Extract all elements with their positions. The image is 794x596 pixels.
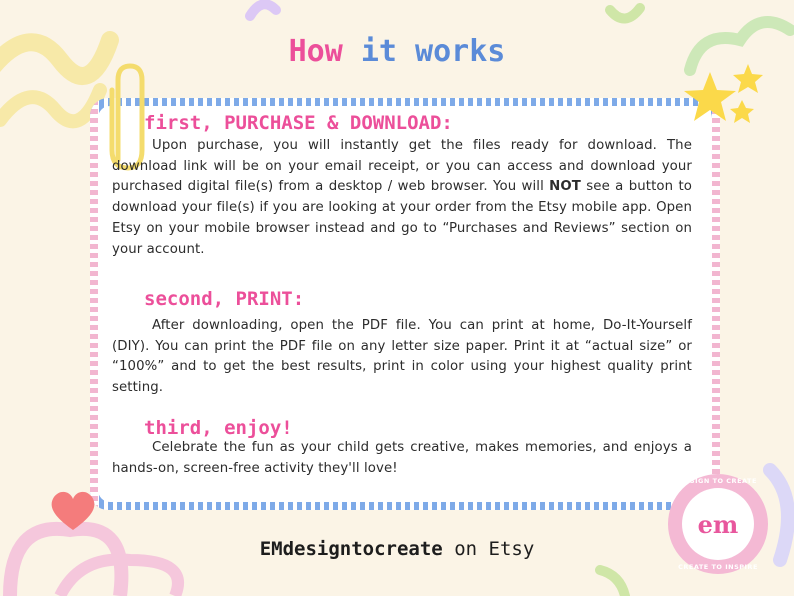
logo-inner-circle — [682, 488, 754, 560]
brand-logo — [668, 474, 768, 574]
section-text-enjoy — [112, 438, 692, 479]
section-text-print — [112, 316, 692, 399]
title-word-it-works: it works — [360, 34, 506, 69]
logo-bottom-text: CREATE TO INSPIRE — [678, 563, 758, 571]
section-heading-purchase: first, PURCHASE & DOWNLOAD: — [144, 112, 453, 134]
logo-monogram: em — [697, 510, 739, 539]
purchase-text-part2: see a button to download your file(s) if you are looking at your order from the Etsy mobile app. Open Etsy on your mobile browser instead and go to “Purchases and Reviews” section on your account. — [112, 179, 692, 257]
shop-suffix: on Etsy — [454, 538, 535, 560]
stars-icon — [680, 60, 770, 140]
section-heading-print: second, PRINT: — [144, 288, 305, 310]
shop-name: EMdesigntocreate — [259, 538, 443, 560]
title-word-how: How — [288, 34, 343, 69]
enjoy-text: Celebrate the fun as your child gets creative, makes memories, and enjoys a hands-on, screen-free activity they'll love! — [112, 440, 692, 476]
heart-icon — [48, 488, 98, 534]
purchase-text-bold: NOT — [549, 179, 581, 195]
page-title — [0, 34, 794, 69]
section-heading-enjoy: third, enjoy! — [144, 417, 293, 439]
section-text-purchase — [112, 136, 692, 260]
print-text: After downloading, open the PDF file. You can print at home, Do-It-Yourself (DIY). You can print the PDF file on any letter size paper. Print it at “actual size” or “100%” and to get the best results, print in color using your highest quality print setting. — [112, 318, 692, 396]
purchase-text-part1: Upon purchase, you will instantly get the files ready for download. The download link will be on your email receipt, or you can access and download your purchased digital file(s) from a desktop / web browser. You will — [112, 138, 692, 195]
logo-top-text: DESIGN TO CREATE — [679, 477, 757, 485]
